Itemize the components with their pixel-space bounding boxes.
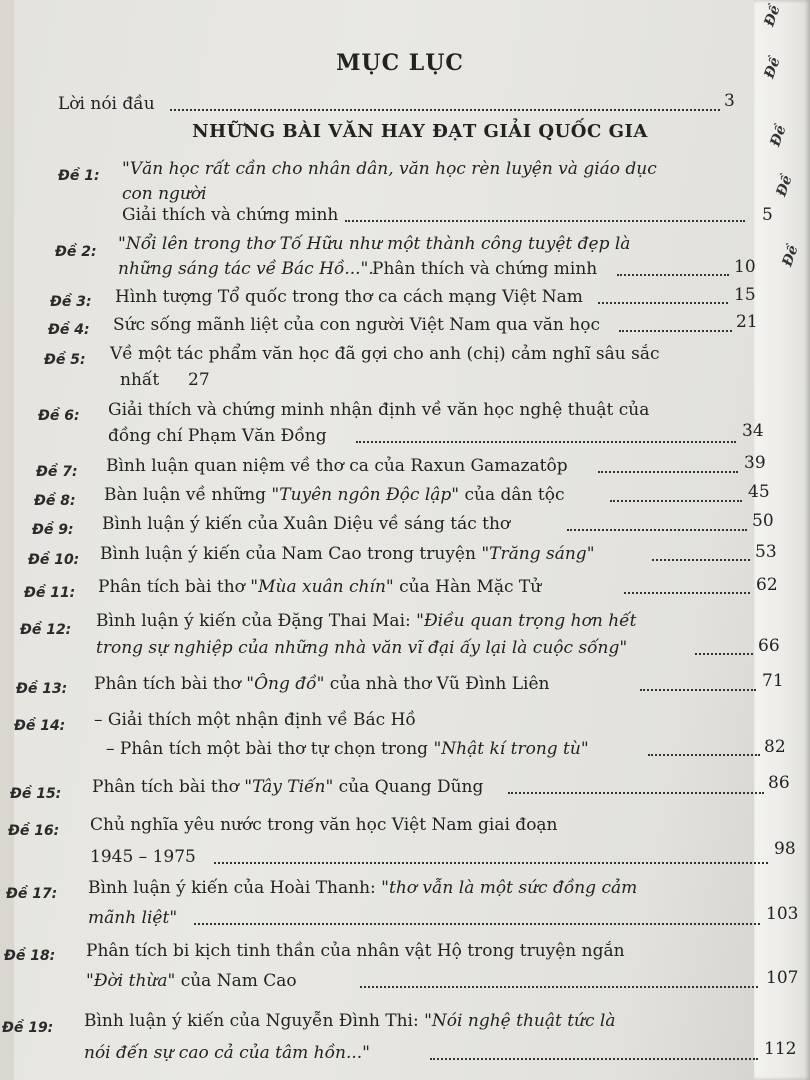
entry-title: "Nổi lên trong thơ Tố Hữu như một thành công tuyệt đẹp là bbox=[118, 234, 631, 254]
entry-title: nhất bbox=[120, 370, 160, 390]
entry-title: trong sự nghiệp của những nhà văn vĩ đại ấy lại là cuộc sống" bbox=[96, 638, 628, 658]
entry-title: Phân thích và chứng minh bbox=[372, 259, 598, 279]
page-number: 98 bbox=[774, 839, 796, 859]
entry-label: Đề 7: bbox=[36, 464, 78, 480]
page-number: 21 bbox=[736, 312, 758, 332]
page-number: 3 bbox=[724, 91, 735, 111]
entry-label: Đề 4: bbox=[48, 322, 90, 338]
page-number: 86 bbox=[768, 773, 790, 793]
entry-label: Đề 14: bbox=[14, 718, 66, 734]
leader-dots bbox=[567, 529, 747, 531]
entry-title: Phân tích bài thơ "Mùa xuân chín" của Hàn Mặc Tử bbox=[98, 577, 542, 597]
page-number: 39 bbox=[744, 453, 766, 473]
entry-label: Đề 19: bbox=[2, 1020, 54, 1036]
entry-title: Phân tích bi kịch tinh thần của nhân vật Hộ trong truyện ngắn bbox=[86, 941, 625, 961]
page-number: 62 bbox=[756, 575, 778, 595]
leader-dots bbox=[430, 1058, 758, 1060]
entry-title: nói đến sự cao cả của tâm hồn..." bbox=[84, 1043, 370, 1063]
entry-title: Hình tượng Tổ quốc trong thơ ca cách mạng Việt Nam bbox=[115, 287, 583, 307]
leader-dots bbox=[598, 471, 738, 473]
page-number: 15 bbox=[734, 285, 756, 305]
leader-dots bbox=[617, 274, 729, 276]
entry-title: Sức sống mãnh liệt của con người Việt Nam qua văn học bbox=[113, 315, 600, 335]
entry-title: Phân tích bài thơ "Ông đồ" của nhà thơ Vũ Đình Liên bbox=[94, 674, 550, 694]
leader-dots bbox=[170, 109, 720, 111]
entry-title: những sáng tác về Bác Hồ...". bbox=[118, 259, 374, 279]
page-number: 10 bbox=[734, 257, 756, 277]
edge-mark: Đề bbox=[779, 243, 802, 269]
entry-title: – Giải thích một nhận định về Bác Hồ bbox=[94, 710, 416, 730]
entry-label: Đề 16: bbox=[8, 823, 60, 839]
entry-label: Đề 9: bbox=[32, 522, 74, 538]
entry-title: Bàn luận về những "Tuyên ngôn Độc lập" của dân tộc bbox=[104, 485, 565, 505]
entry-title: con người bbox=[122, 184, 207, 204]
entry-label: Đề 15: bbox=[10, 786, 62, 802]
edge-mark: Đề bbox=[761, 3, 784, 29]
page-number: 27 bbox=[188, 370, 210, 390]
page-number: 45 bbox=[748, 482, 770, 502]
entry-title: Bình luận ý kiến của Nam Cao trong truyện "Trăng sáng" bbox=[100, 544, 595, 564]
edge-mark: Đề bbox=[773, 173, 796, 199]
entry-label: Đề 18: bbox=[4, 948, 56, 964]
page-number: 82 bbox=[764, 737, 786, 757]
leader-dots bbox=[624, 592, 750, 594]
leader-dots bbox=[619, 330, 732, 332]
entry-title: Về một tác phẩm văn học đã gợi cho anh (chị) cảm nghĩ sâu sắc bbox=[110, 344, 660, 364]
edge-mark: Đề bbox=[767, 123, 790, 149]
page-number: 107 bbox=[766, 968, 799, 988]
leader-dots bbox=[356, 441, 736, 443]
leader-dots bbox=[648, 754, 760, 756]
entry-title: Bình luận ý kiến của Nguyễn Đình Thi: "Nói nghệ thuật tức là bbox=[84, 1011, 616, 1031]
entry-title: Chủ nghĩa yêu nước trong văn học Việt Nam giai đoạn bbox=[90, 815, 558, 835]
edge-mark: Đề bbox=[761, 55, 784, 81]
entry-title: đồng chí Phạm Văn Đồng bbox=[108, 426, 327, 446]
entry-label: Đề 11: bbox=[24, 585, 76, 601]
entry-title: 1945 – 1975 bbox=[90, 847, 196, 867]
entry-title: Bình luận quan niệm về thơ ca của Raxun Gamazatôp bbox=[106, 456, 568, 476]
page-number: 112 bbox=[764, 1039, 797, 1059]
entry-label: Đề 10: bbox=[28, 552, 80, 568]
entry-title: "Đời thừa" của Nam Cao bbox=[86, 971, 297, 991]
entry-title: Giải thích và chứng minh nhận định về văn học nghệ thuật của bbox=[108, 400, 650, 420]
leader-dots bbox=[360, 986, 758, 988]
page-number: 50 bbox=[752, 511, 774, 531]
page-number: 103 bbox=[766, 904, 799, 924]
page-number: 71 bbox=[762, 671, 784, 691]
entry-label: Đề 8: bbox=[34, 493, 76, 509]
entry-title: Giải thích và chứng minh bbox=[122, 205, 339, 225]
leader-dots bbox=[598, 302, 728, 304]
leader-dots bbox=[695, 653, 753, 655]
entry-title: Bình luận ý kiến của Hoài Thanh: "thơ vẫn là một sức đồng cảm bbox=[88, 878, 638, 898]
page-number: 66 bbox=[758, 636, 780, 656]
entry-label: Đề 13: bbox=[16, 681, 68, 697]
entry-label: Đề 12: bbox=[20, 622, 72, 638]
leader-dots bbox=[640, 689, 756, 691]
entry-label: Đề 3: bbox=[50, 294, 92, 310]
leader-dots bbox=[345, 220, 745, 222]
page-number: 34 bbox=[742, 421, 764, 441]
entry-title: "Văn học rất cần cho nhân dân, văn học rèn luyện và giáo dục bbox=[122, 159, 657, 179]
leader-dots bbox=[214, 862, 768, 864]
intro-text: Lời nói đầu bbox=[58, 94, 155, 114]
section-heading: NHỮNG BÀI VĂN HAY ĐẠT GIẢI QUỐC GIA bbox=[192, 121, 648, 142]
page-title: MỤC LỤC bbox=[336, 50, 464, 76]
entry-title: mãnh liệt" bbox=[88, 908, 178, 928]
entry-label: Đề 6: bbox=[38, 408, 80, 424]
entry-title: – Phân tích một bài thơ tự chọn trong "Nhật kí trong tù" bbox=[106, 739, 589, 759]
entry-title: Phân tích bài thơ "Tây Tiến" của Quang Dũng bbox=[92, 777, 484, 797]
leader-dots bbox=[194, 923, 760, 925]
entry-label: Đề 2: bbox=[55, 244, 97, 260]
leader-dots bbox=[610, 500, 742, 502]
page-number: 5 bbox=[762, 205, 773, 225]
entry-title: Bình luận ý kiến của Đặng Thai Mai: "Điều quan trọng hơn hết bbox=[96, 611, 637, 631]
page-number: 53 bbox=[755, 542, 777, 562]
entry-title: Bình luận ý kiến của Xuân Diệu về sáng tác thơ bbox=[102, 514, 511, 534]
leader-dots bbox=[508, 792, 764, 794]
leader-dots bbox=[652, 559, 750, 561]
entry-label: Đề 17: bbox=[6, 886, 58, 902]
entry-label: Đề 5: bbox=[44, 352, 86, 368]
entry-label: Đề 1: bbox=[58, 168, 100, 184]
